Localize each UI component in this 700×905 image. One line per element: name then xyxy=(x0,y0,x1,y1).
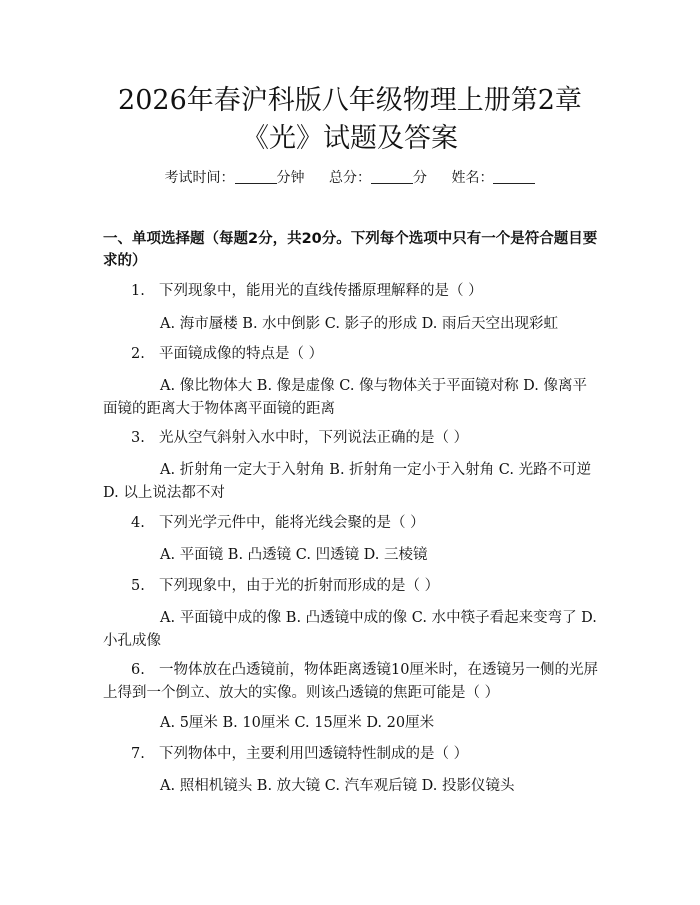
total-score-field xyxy=(329,168,427,188)
question-number: 4. xyxy=(131,515,145,531)
question-number: 2. xyxy=(131,346,145,362)
question-7 xyxy=(103,743,600,766)
question-6-options: A. 5厘米 B. 10厘米 C. 15厘米 D. 20厘米 xyxy=(160,715,435,731)
question-6 xyxy=(103,659,600,705)
section-heading: 一、单项选择题（每题2分，共20分。下列每个选项中只有一个是符合题目要求的） xyxy=(103,231,598,269)
document-title-line-1: 2026年春沪科版八年级物理上册第2章 xyxy=(118,85,582,116)
question-number: 5. xyxy=(131,578,145,594)
question-5 xyxy=(103,575,600,598)
question-stem: 平面镜成像的特点是（ ） xyxy=(159,346,324,362)
total-score-unit: 分 xyxy=(413,170,427,186)
question-stem: 光从空气斜射入水中时，下列说法正确的是（ ） xyxy=(159,430,469,446)
question-stem: 下列现象中，由于光的折射而形成的是（ ） xyxy=(159,578,440,594)
total-score-blank xyxy=(371,169,413,184)
question-number: 3. xyxy=(131,430,145,446)
question-number: 1. xyxy=(131,283,145,299)
question-3 xyxy=(103,427,600,450)
question-1-options: A. 海市蜃楼 B. 水中倒影 C. 影子的形成 D. 雨后天空出现彩虹 xyxy=(160,316,559,332)
question-3-options: A. 折射角一定大于入射角 B. 折射角一定小于入射角 C. 光路不可逆 D. 以上说法都不对 xyxy=(103,462,592,501)
question-stem: 一物体放在凸透镜前，物体距离透镜10厘米时，在透镜另一侧的光屏上得到一个倒立、放大的实像。则该凸透镜的焦距可能是（ ） xyxy=(103,662,598,701)
question-number: 7. xyxy=(131,746,145,762)
question-2 xyxy=(103,343,600,366)
exam-time-blank xyxy=(235,169,277,184)
total-score-label: 总分： xyxy=(329,170,371,186)
student-name-label: 姓名： xyxy=(451,170,494,186)
question-stem: 下列光学元件中，能将光线会聚的是（ ） xyxy=(159,515,425,531)
document-title-line-2: 《光》试题及答案 xyxy=(242,123,458,154)
exam-time-field xyxy=(165,168,305,188)
question-4 xyxy=(103,512,600,535)
question-2-options: A. 像比物体大 B. 像是虚像 C. 像与物体关于平面镜对称 D. 像离平面镜的距离大于物体离平面镜的距离 xyxy=(103,378,588,417)
question-number: 6. xyxy=(131,662,145,678)
student-name-blank xyxy=(493,169,535,184)
question-7-options: A. 照相机镜头 B. 放大镜 C. 汽车观后镜 D. 投影仪镜头 xyxy=(160,778,515,794)
exam-time-unit: 分钟 xyxy=(276,170,305,186)
question-4-options: A. 平面镜 B. 凸透镜 C. 凹透镜 D. 三棱镜 xyxy=(160,547,428,563)
question-stem: 下列物体中，主要利用凹透镜特性制成的是（ ） xyxy=(159,746,469,762)
exam-time-label: 考试时间： xyxy=(164,170,235,186)
question-stem: 下列现象中，能用光的直线传播原理解释的是（ ） xyxy=(159,283,483,299)
question-1 xyxy=(103,280,600,303)
question-5-options: A. 平面镜中成的像 B. 凸透镜中成的像 C. 水中筷子看起来变弯了 D. 小孔成像 xyxy=(103,610,597,649)
student-name-field xyxy=(451,168,535,188)
exam-info xyxy=(0,168,700,188)
